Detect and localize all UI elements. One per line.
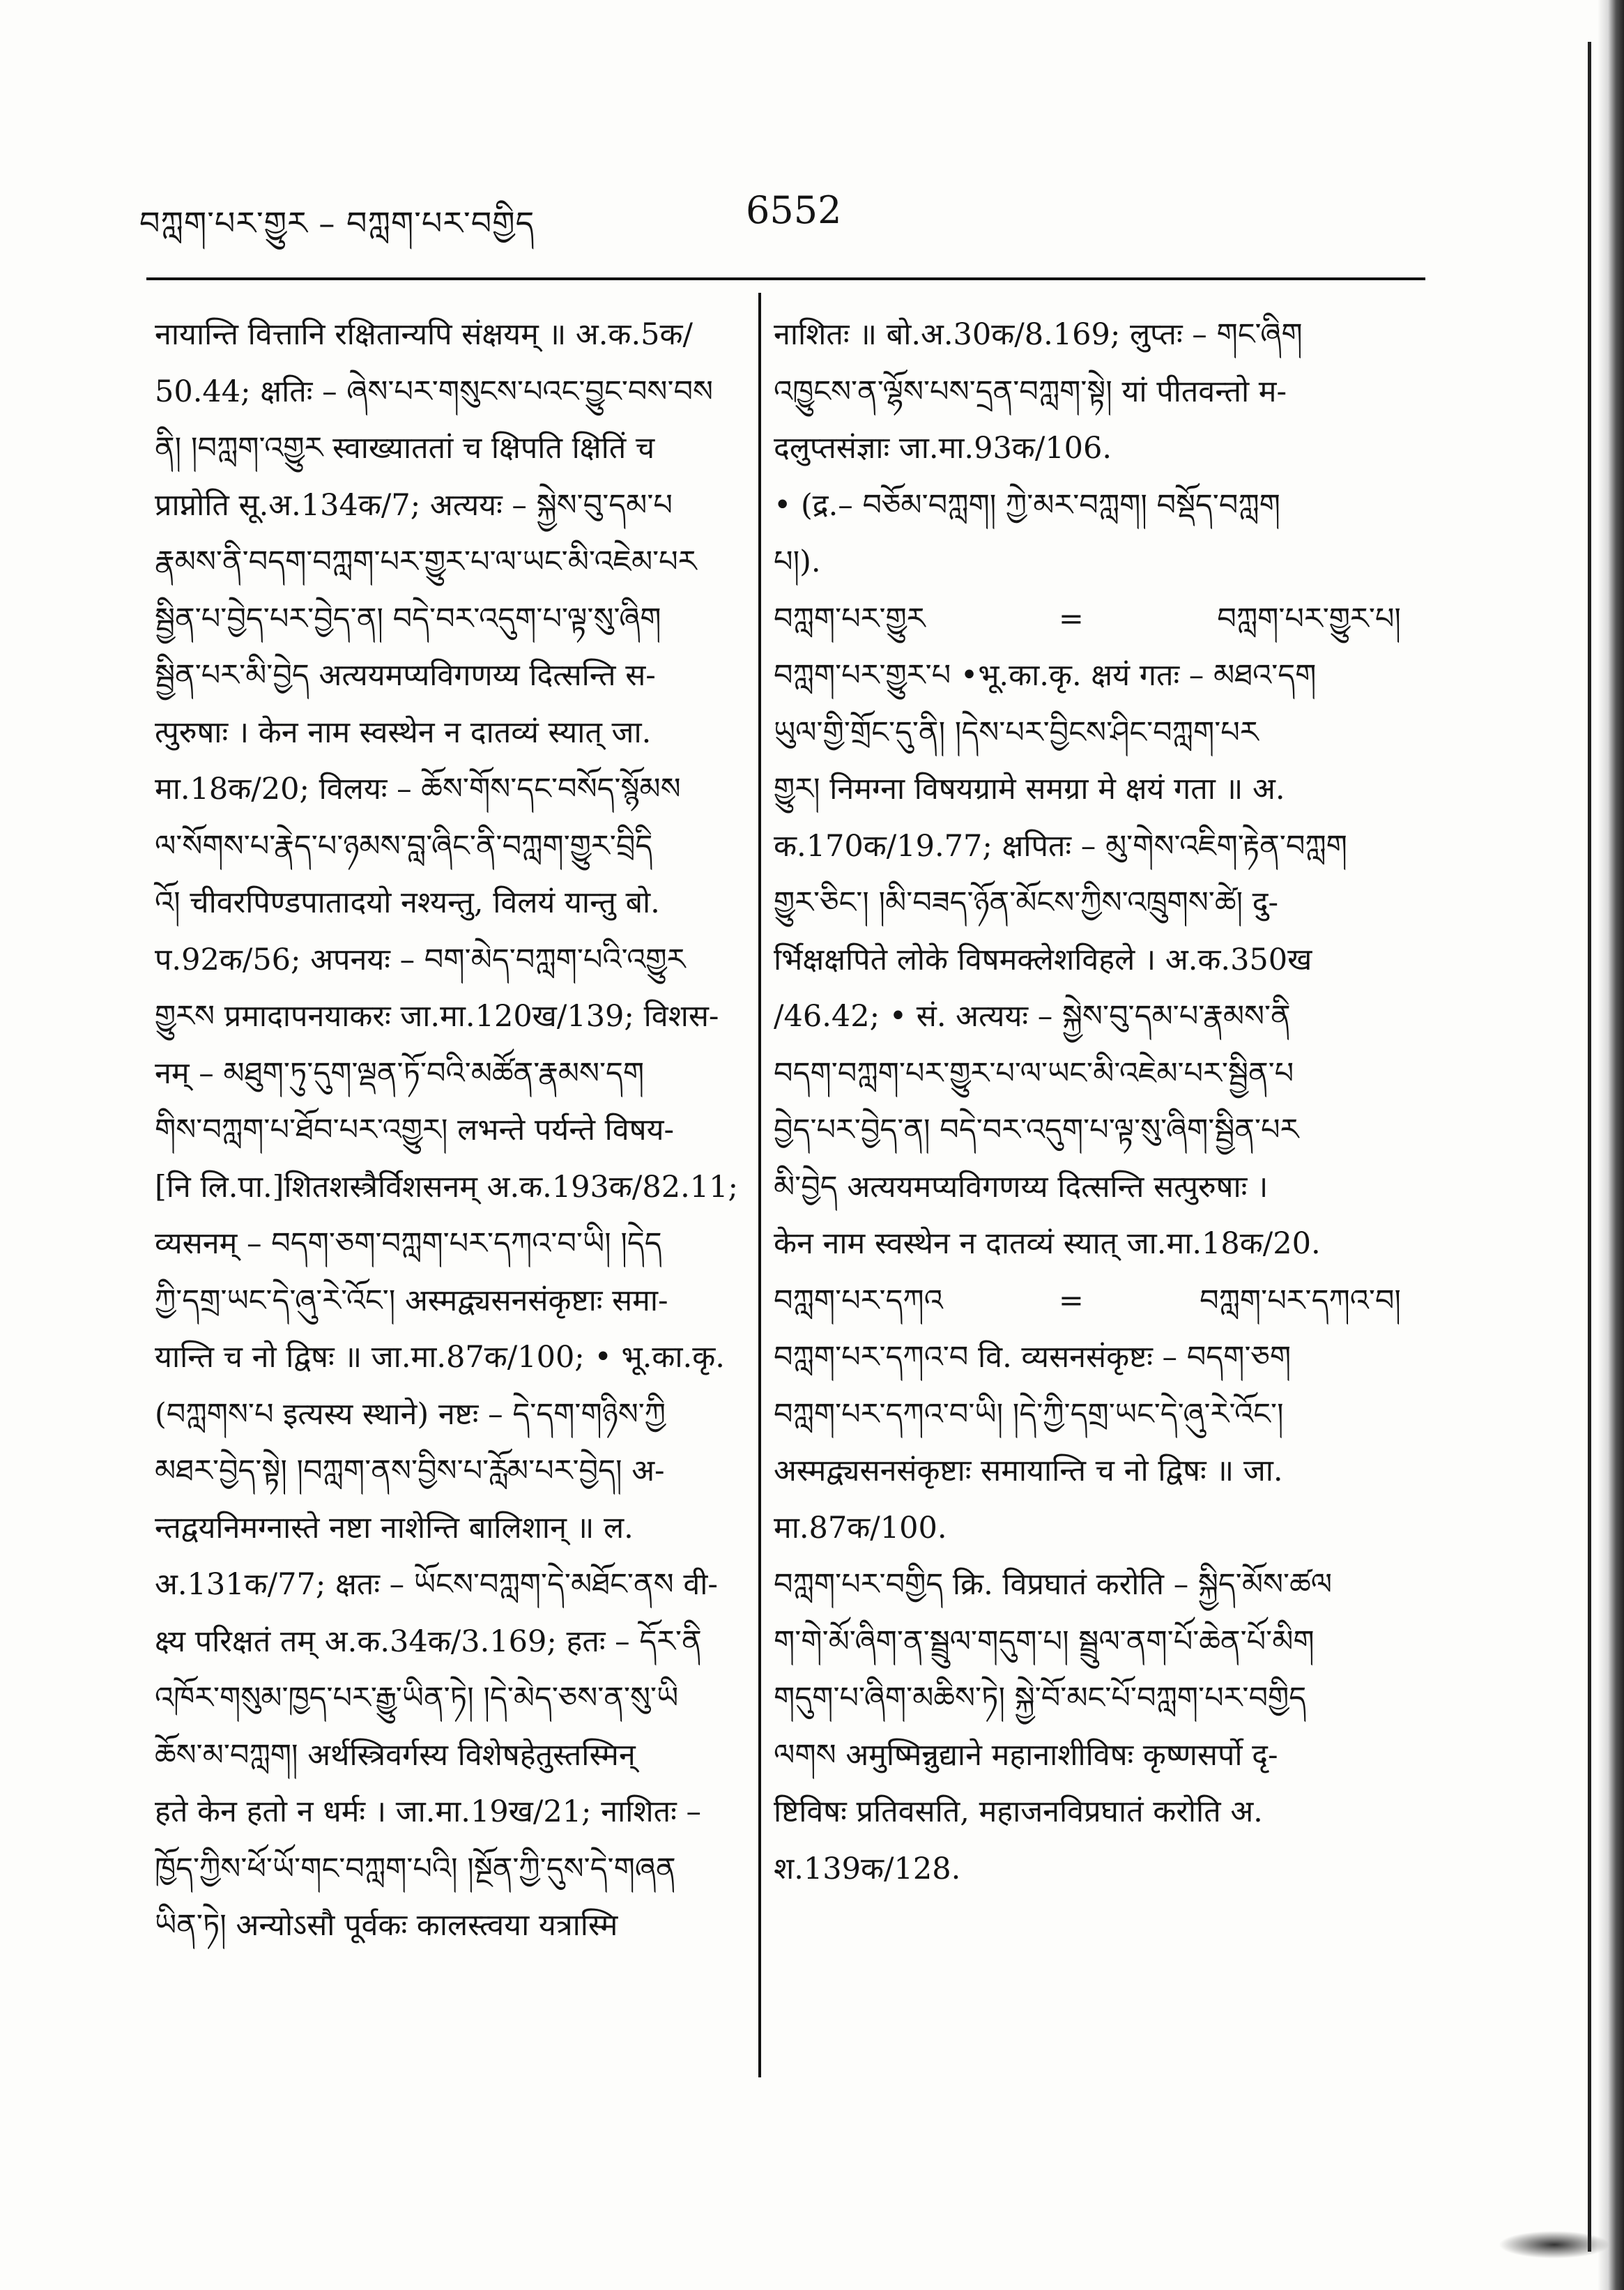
right-line: པ།). xyxy=(774,544,821,579)
left-line: སྦྱིན་པ་བྱེད་པར་བྱེད་ན། བདེ་བར་འདུག་པ་ལྟ་སུ་ཞིག xyxy=(155,601,661,636)
right-line: གྱུར། निमग्ना विषयग्रामे समग्रा मे क्षयं गता ॥ अ. xyxy=(774,772,1285,807)
page-header xyxy=(139,188,1422,251)
left-line: 50.44; क्षतिः – ཞེས་པར་གསུངས་པའང་བྱུང་བས་བས xyxy=(155,374,714,409)
right-line: श.139क/128. xyxy=(774,1851,961,1886)
left-line: རྣམས་ནི་བདག་བཀླག་པར་གྱུར་པ་ལ་ཡང་མི་འཇེམ་པར xyxy=(155,544,697,579)
left-line: ཆོས་མ་བཀླག། अर्थस्त्रिवर्गस्य विशेषहेतुस्तस्मिन् xyxy=(155,1737,636,1773)
left-line: नायान्ति वित्तानि रक्षितान्यपि संक्षयम् ॥ अ.क.5क/ xyxy=(155,317,693,352)
headword-mid: = xyxy=(1058,601,1084,636)
right-line: • (द्र.– བཅོམ་བཀླག། ཀྱེ་མར་བཀླག། བསྡོད་བཀླག xyxy=(774,487,1280,523)
right-line: ཡུལ་གྱི་གྲོང་དུ་ནི། །དེས་པར་བྱིངས་ཤིང་བཀླག་པར xyxy=(774,715,1259,750)
right-line: केन नाम स्वस्थेन न दातव्यं स्यात् जा.मा.18क/20. xyxy=(774,1226,1321,1261)
left-line: हते केन हतो न धर्मः । जा.मा.19ख/21; नाशितः – xyxy=(155,1794,701,1829)
left-line: नम् – མཐུག་ཏུ་དུག་ལྡན་ཏོ་བའི་མཚོན་རྣམས་དག xyxy=(155,1055,645,1091)
left-line: न्तद्वयनिमग्नास्ते नष्टा नाशेन्ति बालिशान् ॥ ल. xyxy=(155,1510,634,1545)
column-divider xyxy=(758,293,761,2077)
left-line: ལ་སོགས་པ་རྣེད་པ་ཉམས་བླ་ཞིང་ནི་བཀླག་གྱུར་བྲིདི xyxy=(155,828,653,864)
right-line: र्भिक्षक्षपिते लोके विषमक्लेशविहले । अ.क.350ख xyxy=(774,942,1312,977)
right-line: བྱེད་པར་བྱེད་ན། བདེ་བར་འདུག་པ་ལྟ་སུ་ཞིག་སྦྱིན་པར xyxy=(774,1113,1299,1147)
left-line: मा.18क/20; विलयः – ཆོས་གོས་དང་བསོད་སྙོམས xyxy=(155,772,681,807)
right-line: བཀླག་པར་དཀའ་བ་ཡི། །དེ་ཀྱི་དགྲ་ཡང་དེ་ཞུ་རེ་འོང་། xyxy=(774,1396,1284,1432)
left-line: ཡིན་ཏེ། अन्योऽसौ पूर्वकः कालस्त्वया यत्रास्मि xyxy=(155,1908,618,1943)
left-line: ཀྱི་དགྲ་ཡང་དེ་ཞུ་རེ་འོང་། अस्मद्व्यसनसंकृष्टाः समा- xyxy=(155,1283,668,1318)
left-line: (བཀླགས་པ इत्यस्य स्थाने) नष्टः – དེ་དག་གཉིས་ཀྱི xyxy=(155,1396,666,1432)
right-line: ག་གེ་མོ་ཞིག་ན་སྦྲུལ་གདུག་པ། སྦྲུལ་ནག་པོ་ཆེན་པོ་མིག xyxy=(774,1624,1315,1659)
entry-headword xyxy=(774,591,1429,648)
left-line: འཁོར་གསུམ་ཁྱད་པར་རྒྱུ་ཡིན་ཏེ། །དེ་མེད་ཅས་ན་སུ་ཡི xyxy=(155,1681,679,1716)
headword-left: བཀླག་པར་དཀའ xyxy=(774,1283,943,1318)
right-line: བདག་བཀླག་པར་གྱུར་པ་ལ་ཡང་མི་འཇེམ་པར་སྦྱིན་པ xyxy=(774,1055,1294,1091)
right-line: ष्टिविषः प्रतिवसति, महाजनविप्रघातं करोति अ. xyxy=(774,1794,1263,1829)
headword-right: བཀླག་པར་དཀའ་བ། xyxy=(1200,1283,1401,1318)
right-line: བཀླག་པར་བགྱིད क्रि. विप्रघातं करोति – སྐྱིད་མོས་ཚལ xyxy=(774,1567,1333,1602)
right-line: ལགས अमुष्मिन्नुद्याने महानाशीविषः कृष्णसर्पो दृ- xyxy=(774,1737,1278,1773)
right-line: བཀླག་པར་གྱུར་པ •भू.का.कृ. क्षयं गतः – མཐའ་དག xyxy=(774,658,1317,693)
binding-line xyxy=(1588,42,1591,2252)
ink-smudge xyxy=(1499,2231,1610,2259)
left-line: ཁྱོད་ཀྱིས་ཕོ་ཡོ་གང་བཀླག་པའི། །སྔོན་ཀྱི་དུས་དེ་གཞན xyxy=(155,1851,676,1886)
headword-right: བཀླག་པར་གྱུར་པ། xyxy=(1217,601,1401,636)
left-line: प्राप्नोति सू.अ.134क/7; अत्ययः – སྐྱེས་བུ་དམ་པ xyxy=(155,487,673,523)
right-column xyxy=(774,307,1429,1898)
entry-headword xyxy=(774,1273,1429,1330)
right-line: मा.87क/100. xyxy=(774,1510,947,1545)
left-column xyxy=(155,307,744,1955)
headword-mid: = xyxy=(1058,1283,1084,1318)
left-line: क्ष्य परिक्षतं तम् अ.क.34क/3.169; हतः – དོར་ནི xyxy=(155,1624,702,1659)
header-rule xyxy=(146,277,1425,280)
headword-left: བཀླག་པར་གྱུར xyxy=(774,601,926,636)
left-line: གྱུརས प्रमादापनयाकरः जा.मा.120ख/139; विशस- xyxy=(155,999,719,1034)
left-line: [नि लि.पा.]शितशस्त्रैर्विशसनम् अ.क.193क/82.11; xyxy=(155,1169,738,1205)
page-number: 6552 xyxy=(746,188,842,232)
left-line: त्पुरुषाः । केन नाम स्वस्थेन न दातव्यं स्यात् जा. xyxy=(155,715,652,750)
left-line: མཐར་བྱེད་སྟེ། །བཀླག་ནས་བྱིས་པ་རློམ་པར་བྱེད། अ- xyxy=(155,1453,665,1488)
right-line: འཁྱུངས་ན་ལྷོས་པས་དྲན་བཀླག་སྟེ། यां पीतवन्तो म- xyxy=(774,374,1287,409)
right-line: /46.42; • सं. अत्ययः – སྐྱེས་བུ་དམ་པ་རྣམས་ནི xyxy=(774,999,1291,1034)
left-line: སྦྱིན་པར་མི་བྱེད अत्ययमप्यविगणय्य दित्सन्ति स- xyxy=(155,658,656,693)
left-line: ནི། །བཀླག་འགྱུར स्वाख्याततां च क्षिपति क्षितिं च xyxy=(155,431,655,466)
right-line: མི་བྱེད अत्ययमप्यविगणय्य दित्सन्ति सत्पुरुषाः । xyxy=(774,1169,1269,1205)
left-line: अ.131क/77; क्षतः – ཡོངས་བཀླག་དེ་མཐོང་ནས वी- xyxy=(155,1567,718,1602)
right-line: दलुप्तसंज्ञाः जा.मा.93क/106. xyxy=(774,431,1112,466)
right-line: བཀླག་པར་དཀའ་བ वि. व्यसनसंकृष्टः – བདག་ཅག xyxy=(774,1340,1292,1375)
right-line: क.170क/19.77; क्षपितः – མུ་གེས་འཇིག་རྟེན་བཀླག xyxy=(774,828,1347,864)
page-binding-edge xyxy=(1598,0,1624,2290)
right-line: གདུག་པ་ཞིག་མཆིས་ཏེ། སྐྱེ་བོ་མང་པོ་བཀླག་པར་བགྱིད xyxy=(774,1681,1307,1716)
right-line: གྱུར་ཅིང་། །མི་བཟད་ཉོན་མོངས་ཀྱིས་འཁྲུགས་ཚེ། दु- xyxy=(774,885,1279,920)
left-line: འོ། चीवरपिण्डपातादयो नश्यन्तु, विलयं यान्तु बो. xyxy=(155,885,660,920)
left-line: གིས་བཀླག་པ་ཐོབ་པར་འགྱུར། लभन्ते पर्यन्ते विषय- xyxy=(155,1113,675,1147)
left-line: प.92क/56; अपनयः – བག་མེད་བཀླག་པའི་འགྱུར xyxy=(155,942,686,977)
left-line: यान्ति च नो द्विषः ॥ जा.मा.87क/100; • भू.का.कृ. xyxy=(155,1340,725,1375)
right-line: अस्मद्व्यसनसंकृष्टाः समायान्ति च नो द्विषः ॥ जा. xyxy=(774,1453,1283,1488)
left-line: व्यसनम् – བདག་ཅག་བཀླག་པར་དཀའ་བ་ཡི། །དེད xyxy=(155,1226,662,1261)
right-line: नाशितः ॥ बो.अ.30क/8.169; लुप्तः – གང་ཞིག xyxy=(774,317,1303,352)
running-head: བཀླག་པར་གྱུར – བཀླག་པར་བགྱིད xyxy=(139,204,535,242)
